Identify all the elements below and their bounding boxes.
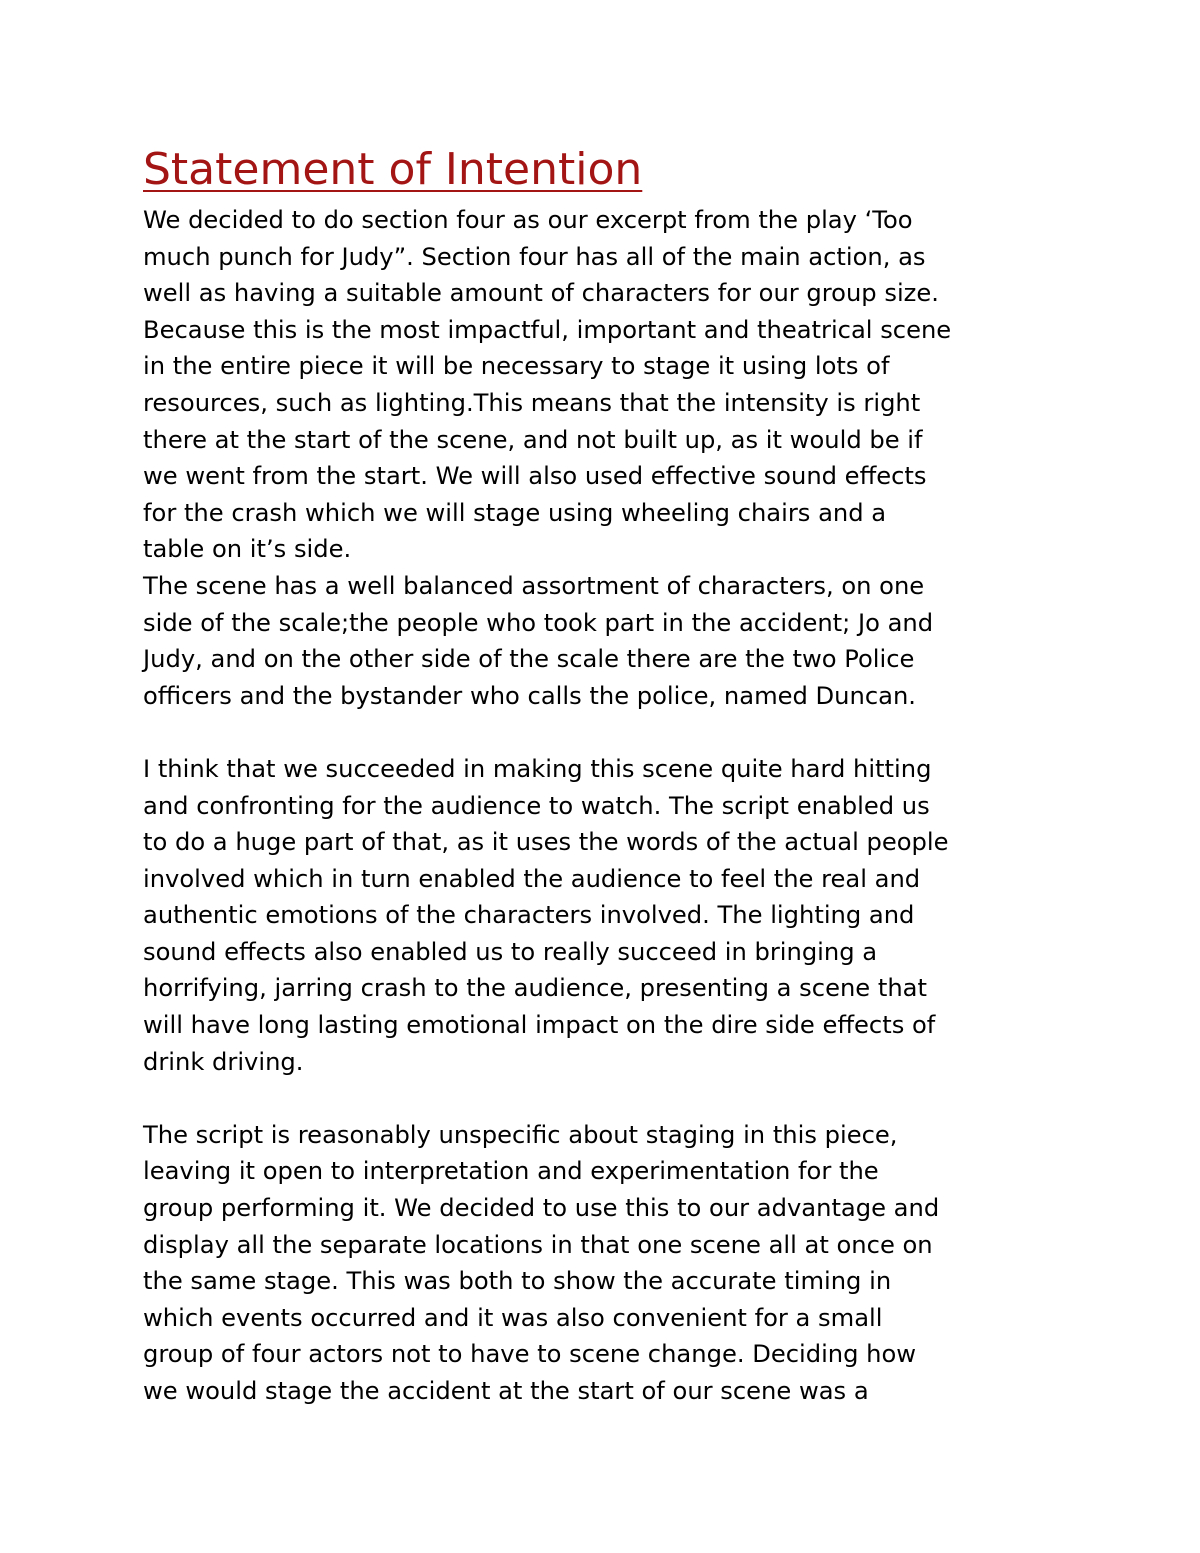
text-line: drink driving. [143, 1047, 304, 1076]
text-line: there at the start of the scene, and not built up, as it would be if [143, 425, 923, 454]
text-line: we would stage the accident at the start of our scene was a [143, 1377, 869, 1405]
text-line: authentic emotions of the characters involved. The lighting and [143, 901, 915, 930]
paragraph-intro [143, 202, 1073, 568]
text-line: table on it’s side. [143, 535, 352, 564]
text-line: and confronting for the audience to watch. The script enabled us [143, 791, 930, 820]
text-line: We decided to do section four as our excerpt from the play ‘Too [143, 206, 913, 234]
text-line: horrifying, jarring crash to the audience, presenting a scene that [143, 974, 927, 1003]
text-line: in the entire piece it will be necessary to stage it using lots of [143, 352, 890, 381]
text-line: will have long lasting emotional impact on the dire side effects of [143, 1011, 936, 1040]
text-line: The scene has a well balanced assortment of characters, on one [143, 571, 925, 600]
text-line: group of four actors not to have to scene change. Deciding how [143, 1340, 917, 1369]
text-line: for the crash which we will stage using wheeling chairs and a [143, 498, 887, 527]
text-line: display all the separate locations in that one scene all at once on [143, 1230, 933, 1259]
text-line: The script is reasonably unspecific about staging in this piece, [143, 1120, 898, 1149]
text-line: group performing it. We decided to use this to our advantage and [143, 1194, 940, 1223]
text-line: Judy, and on the other side of the scale there are the two Police [143, 645, 915, 674]
text-line: resources, such as lighting.This means that the intensity is right [143, 388, 921, 417]
document-body [143, 140, 1073, 1410]
paragraph-characters [143, 568, 1073, 714]
paragraph-spacer [143, 714, 1073, 751]
text-line: officers and the bystander who calls the police, named Duncan. [143, 681, 916, 710]
text-line: leaving it open to interpretation and experimentation for the [143, 1157, 879, 1186]
text-line: to do a huge part of that, as it uses the words of the actual people [143, 828, 949, 857]
paragraph-staging [143, 1117, 1073, 1410]
text-line: the same stage. This was both to show the accurate timing in [143, 1267, 892, 1296]
text-line: involved which in turn enabled the audience to feel the real and [143, 864, 921, 893]
text-line: side of the scale;the people who took part in the accident; Jo and [143, 608, 934, 637]
document-title: Statement of Intention [143, 144, 643, 195]
text-line: sound effects also enabled us to really succeed in bringing a [143, 937, 878, 966]
paragraph-evaluation [143, 751, 1073, 1080]
text-line: I think that we succeeded in making this scene quite hard hitting [143, 754, 932, 783]
text-line: Because this is the most impactful, important and theatrical scene [143, 315, 952, 344]
text-line: we went from the start. We will also used effective sound effects [143, 462, 927, 491]
text-line: much punch for Judy”. Section four has all of the main action, as [143, 242, 926, 271]
text-line: well as having a suitable amount of characters for our group size. [143, 279, 939, 308]
text-line: which events occurred and it was also convenient for a small [143, 1303, 883, 1332]
paragraph-spacer [143, 1080, 1073, 1117]
